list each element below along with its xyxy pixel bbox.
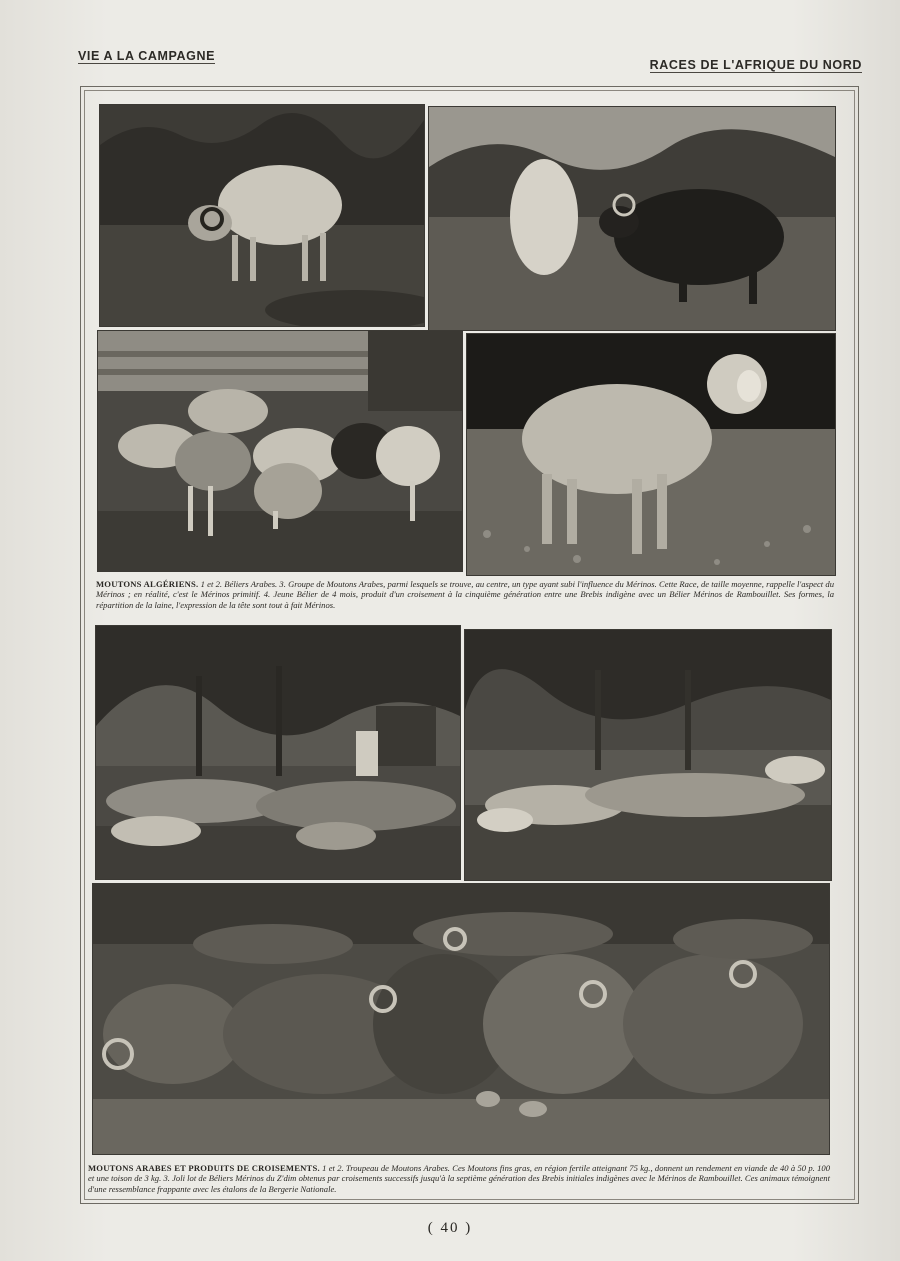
photo-group-arab-sheep bbox=[97, 330, 463, 572]
caption-arab-sheep-crossbreeds bbox=[88, 1163, 830, 1194]
caption1-text: 1 et 2. Béliers Arabes. 3. Groupe de Moutons Arabes, parmi lesquels se trouve, au centre, un type ayant subi l'influence du Mérinos. Cette Race, de taille moyenne, rappelle l'aspect du Mérinos ; en réalité, c'est le Mérinos primitif. 4. Jeune Bélier de 4 mois, produit d'un croisement à la cinquième génération entre une Brebis indigène avec un Bélier Mérinos de Rambouillet. Ses formes, la répartition de la laine, l'expression de la tête sont tout à fait Mérinos. bbox=[96, 579, 834, 610]
photo-ram-grazing bbox=[99, 104, 425, 327]
running-header-left bbox=[78, 49, 215, 63]
caption-algerian-sheep bbox=[96, 579, 834, 610]
photo-flock-on-road bbox=[464, 629, 832, 881]
photo-young-merino-ram bbox=[466, 333, 836, 576]
photo-white-and-black-rams bbox=[428, 106, 836, 331]
header-left-text: VIE A LA CAMPAGNE bbox=[78, 49, 216, 63]
caption2-lead: MOUTONS ARABES ET PRODUITS DE CROISEMENTS. bbox=[88, 1163, 320, 1173]
caption1-lead: MOUTONS ALGÉRIENS. bbox=[96, 579, 199, 589]
running-header-right bbox=[650, 58, 862, 72]
page-number: ( 40 ) bbox=[427, 1220, 473, 1236]
header-right-text: RACES DE L'AFRIQUE DU NORD bbox=[649, 58, 862, 72]
caption2-text: 1 et 2. Troupeau de Moutons Arabes. Ces Moutons fins gras, en région fertile atteignant 75 kg., donnent un rendement en viande de 40 à 50 p. 100 et une toison de 3 kg. 3. Joli lot de Béliers Mérinos du Z'dim obtenus par croisements successifs jusqu'à la septième génération des Brebis initiales indigènes avec le Mérinos de Rambouillet. Ces animaux témoignent d'une ressemblance frappante avec les étalons de la Bergerie Nationale. bbox=[88, 1163, 830, 1194]
photo-flock-with-shepherds bbox=[95, 625, 461, 880]
photo-merino-rams-lot bbox=[92, 883, 830, 1155]
